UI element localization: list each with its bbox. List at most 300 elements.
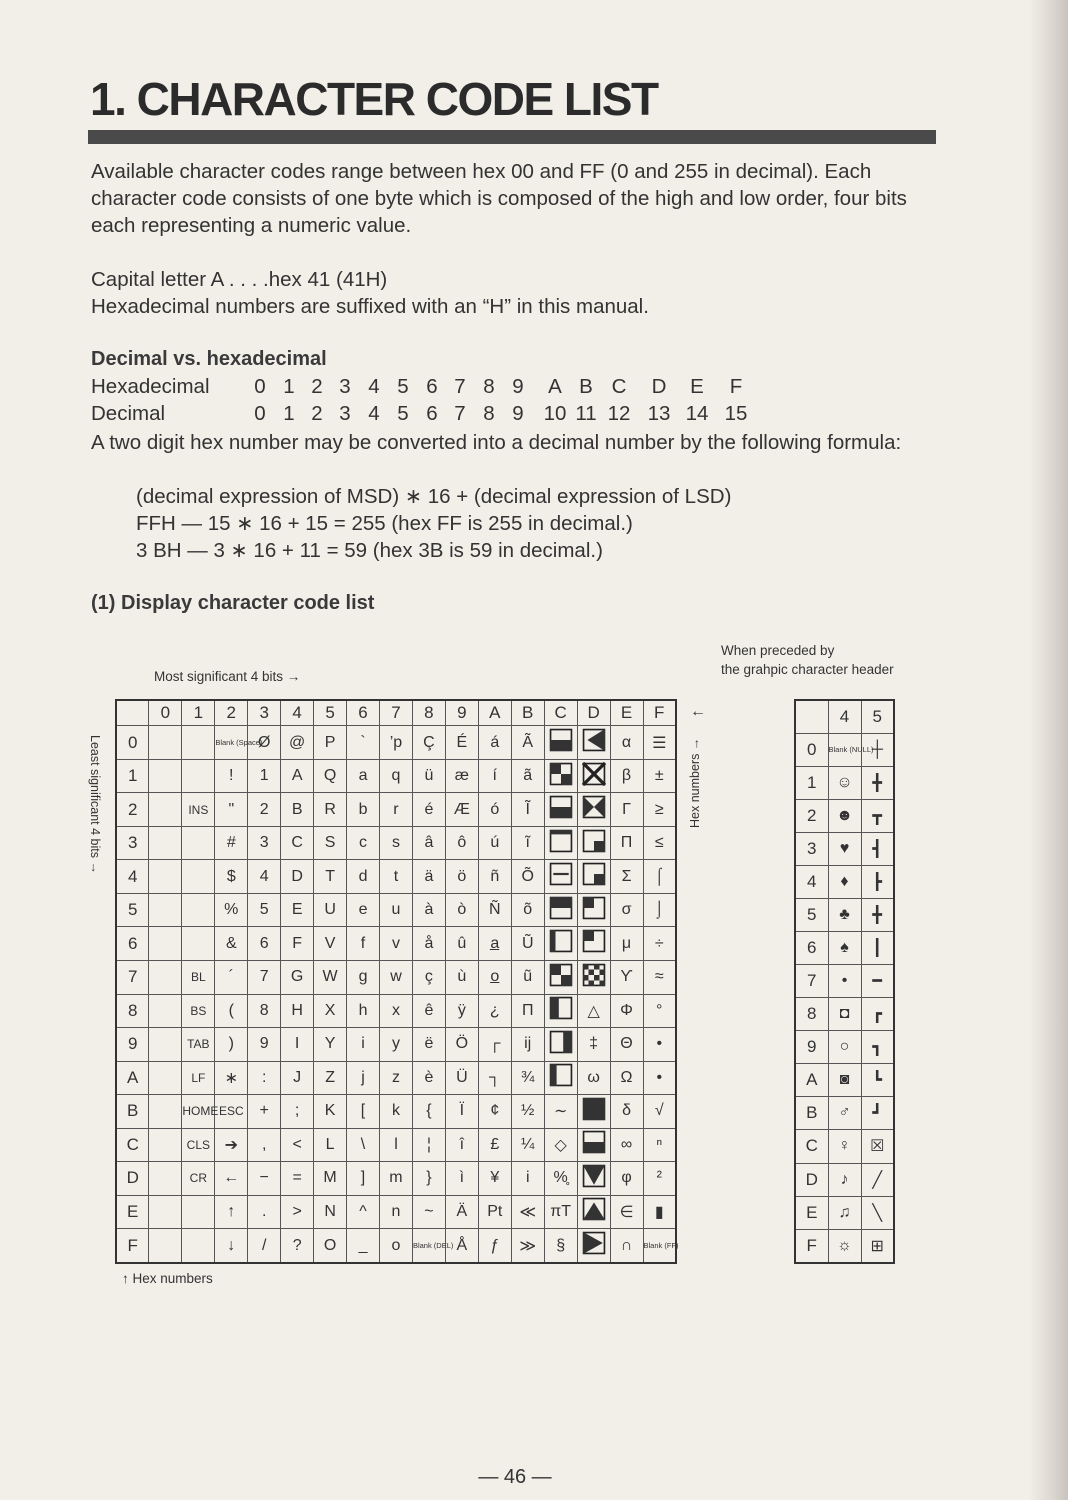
character-cell: ←: [215, 1162, 248, 1196]
character-cell: ┛: [861, 1097, 894, 1130]
column-header-msb: 4: [828, 700, 861, 734]
character-cell: =: [281, 1162, 314, 1196]
table-row: [795, 1031, 894, 1064]
character-cell: h: [347, 994, 380, 1028]
row-header-lsb: E: [116, 1195, 149, 1229]
character-cell: πΤ: [544, 1195, 577, 1229]
character-cell: [412, 1229, 454, 1263]
decimal-value: 0: [254, 402, 266, 425]
character-cell: [182, 1162, 215, 1196]
character-cell: 6: [248, 927, 281, 961]
hex-numbers-bottom-label: ↑ Hex numbers: [122, 1271, 213, 1286]
character-cell: Ü: [445, 1061, 478, 1095]
character-cell: Ç: [412, 726, 445, 760]
table-row: [795, 932, 894, 965]
column-header-msb: 2: [215, 700, 248, 726]
character-cell: Õ: [511, 860, 544, 894]
decimal-value: 1: [283, 402, 295, 425]
table-row: [795, 1196, 894, 1229]
row-header-lsb: 5: [795, 899, 828, 932]
character-cell: â: [412, 826, 445, 860]
character-cell: B: [281, 793, 314, 827]
character-cell: ∩: [610, 1229, 643, 1263]
intro-paragraph: Available character codes range between hex 00 and FF (0 and 255 in decimal). Each character code consists of one byte which is composed of the high and low order, four bits each representing a numeric value.: [91, 160, 907, 237]
column-header-msb: A: [478, 700, 511, 726]
column-header-msb: 0: [149, 700, 182, 726]
row-header-lsb: 6: [116, 927, 149, 961]
character-cell: /: [248, 1229, 281, 1263]
character-cell: •: [643, 1028, 676, 1062]
character-cell: r: [380, 793, 413, 827]
character-cell: ~: [412, 1195, 445, 1229]
row-header-lsb: F: [795, 1229, 828, 1263]
character-cell: Æ: [445, 793, 478, 827]
character-cell: ╲: [861, 1196, 894, 1229]
character-cell: P: [314, 726, 347, 760]
character-cell: C: [281, 826, 314, 860]
character-cell: a: [347, 759, 380, 793]
character-cell: §: [544, 1229, 577, 1263]
row-header-lsb: 3: [795, 833, 828, 866]
character-cell: ò: [445, 893, 478, 927]
column-header-msb: 9: [445, 700, 478, 726]
table-row: [116, 1128, 676, 1162]
character-cell: [182, 1095, 219, 1129]
row-header-lsb: D: [116, 1162, 149, 1196]
column-header-msb: 4: [281, 700, 314, 726]
character-cell: J: [281, 1061, 314, 1095]
character-cell: ;: [281, 1095, 314, 1129]
character-cell: ☻: [828, 800, 861, 833]
character-cell: n: [380, 1195, 413, 1229]
character-cell: ➔: [215, 1128, 248, 1162]
character-cell: ‡: [577, 1028, 610, 1062]
character-cell: æ: [445, 759, 478, 793]
character-cell: ☼: [828, 1229, 861, 1263]
character-cell: [149, 1162, 182, 1196]
block-graphic-cell: [577, 1229, 610, 1263]
character-cell: ◙: [828, 1064, 861, 1097]
character-cell: 3: [248, 826, 281, 860]
character-cell: °: [643, 994, 676, 1028]
decimal-value: 6: [426, 402, 438, 425]
character-cell: ,: [248, 1128, 281, 1162]
control-code-label: TAB: [187, 1037, 210, 1052]
row-header-lsb: 7: [116, 960, 149, 994]
character-cell: ü: [412, 759, 445, 793]
character-cell: ĩ: [511, 826, 544, 860]
character-cell: E: [281, 893, 314, 927]
table-row: [795, 800, 894, 833]
character-cell: e: [347, 893, 380, 927]
character-cell: 2: [248, 793, 281, 827]
character-cell: ö: [445, 860, 478, 894]
character-cell: ┼: [861, 734, 894, 767]
character-cell: {: [412, 1095, 445, 1129]
character-cell: ƒ: [478, 1229, 511, 1263]
character-cell: Y: [314, 1028, 347, 1062]
row-header-lsb: E: [795, 1196, 828, 1229]
character-cell: ⁿ: [643, 1128, 676, 1162]
character-cell: V: [314, 927, 347, 961]
character-cell: @: [281, 726, 314, 760]
decimal-value: 13: [647, 402, 671, 425]
character-cell: ╱: [861, 1163, 894, 1196]
formula-ff: FFH — 15 ∗ 16 + 15 = 255 (hex FF is 255 in decimal.): [136, 512, 633, 535]
character-cell: ≈: [643, 960, 676, 994]
character-cell: [149, 826, 182, 860]
character-cell: [149, 1128, 182, 1162]
decimal-value: 8: [483, 402, 495, 425]
character-cell: [215, 726, 263, 760]
character-cell: i: [347, 1028, 380, 1062]
row-header-lsb: D: [795, 1163, 828, 1196]
character-cell: s: [380, 826, 413, 860]
character-cell: ¾: [511, 1061, 544, 1095]
character-cell: [643, 1229, 679, 1263]
character-cell: ▮: [643, 1195, 676, 1229]
character-cell: Ĩ: [511, 793, 544, 827]
character-cell: ’p: [380, 726, 413, 760]
character-cell: ²: [643, 1162, 676, 1196]
block-graphic-cell: [577, 927, 610, 961]
hex-digit: 2: [311, 375, 323, 398]
hex-digit: A: [548, 375, 562, 398]
character-cell: ¥: [478, 1162, 511, 1196]
formula-general: (decimal expression of MSD) ∗ 16 + (decimal expression of LSD): [136, 485, 732, 508]
character-cell: x: [380, 994, 413, 1028]
character-cell: g: [347, 960, 380, 994]
capital-a-example: Capital letter A . . . .hex 41 (41H): [91, 268, 388, 291]
convert-paragraph: A two digit hex number may be converted into a decimal number by the following formula:: [91, 431, 902, 454]
character-cell: ♠: [828, 932, 861, 965]
column-header-msb: 7: [380, 700, 413, 726]
character-cell: á: [478, 726, 511, 760]
character-cell: Q: [314, 759, 347, 793]
row-header-lsb: C: [795, 1130, 828, 1163]
table-row: [116, 759, 676, 793]
character-cell: ○: [828, 1031, 861, 1064]
character-cell: ë: [412, 1028, 445, 1062]
character-cell: R: [314, 793, 347, 827]
table-row: [116, 927, 676, 961]
character-cell: #: [215, 826, 248, 860]
graphic-note-line2: the grahpic character header: [721, 662, 894, 677]
column-header-msb: C: [544, 700, 577, 726]
row-header-lsb: 0: [116, 726, 149, 760]
character-cell: ♫: [828, 1196, 861, 1229]
character-cell: :: [248, 1061, 281, 1095]
arrow-left-icon: ←: [690, 703, 706, 720]
corner-cell: [116, 700, 149, 726]
hex-digit: 7: [454, 375, 466, 398]
character-cell: σ: [610, 893, 643, 927]
page-title: 1. CHARACTER CODE LIST: [90, 73, 658, 125]
block-graphic-cell: [577, 826, 610, 860]
character-cell: T: [314, 860, 347, 894]
page-number: — 46 —: [478, 1466, 552, 1488]
character-cell: ↓: [215, 1229, 248, 1263]
character-cell: z: [380, 1061, 413, 1095]
lsb-label: Least significant 4 bits →: [88, 735, 102, 874]
block-graphic-cell: [577, 893, 610, 927]
hex-digit: 3: [339, 375, 351, 398]
character-cell: ♪: [828, 1163, 861, 1196]
character-cell: ☒: [861, 1130, 894, 1163]
character-cell: ⊞: [861, 1229, 894, 1263]
character-cell: ┓: [861, 1031, 894, 1064]
table-row: [795, 998, 894, 1031]
character-cell: ì: [445, 1162, 478, 1196]
character-cell: [149, 893, 182, 927]
character-cell: ": [215, 793, 248, 827]
character-cell: Å: [445, 1229, 478, 1263]
character-cell: v: [380, 927, 413, 961]
character-cell: S: [314, 826, 347, 860]
hex-digit: B: [579, 375, 593, 398]
section-heading: (1) Display character code list: [91, 592, 375, 614]
character-cell: ê: [412, 994, 445, 1028]
character-cell: à: [412, 893, 445, 927]
decimal-value: 9: [512, 402, 524, 425]
character-cell: Pt: [478, 1195, 511, 1229]
hex-digit: 9: [512, 375, 524, 398]
character-cell: [182, 893, 215, 927]
row-header-lsb: 2: [116, 793, 149, 827]
character-cell: Γ: [610, 793, 643, 827]
control-code-label: CLS: [186, 1137, 211, 1152]
character-cell: ó: [478, 793, 511, 827]
character-cell: ⌡: [643, 893, 676, 927]
table-row: [116, 726, 676, 760]
table-row: [116, 1028, 676, 1062]
character-cell: .: [248, 1195, 281, 1229]
character-cell: μ: [610, 927, 643, 961]
control-code-label: CR: [189, 1171, 208, 1186]
character-cell: L: [314, 1128, 347, 1162]
block-graphic-cell: [544, 994, 577, 1028]
character-cell: >: [281, 1195, 314, 1229]
decimal-value: 7: [454, 402, 466, 425]
character-cell: c: [347, 826, 380, 860]
character-cell: ): [215, 1028, 248, 1062]
row-header-lsb: 3: [116, 826, 149, 860]
table-row: [116, 994, 676, 1028]
character-cell: [149, 793, 182, 827]
character-cell: ]: [347, 1162, 380, 1196]
character-cell: [149, 1061, 182, 1095]
blank-label: Blank (NULL): [828, 745, 874, 755]
control-code-label: BS: [190, 1003, 207, 1018]
column-header-msb: F: [643, 700, 676, 726]
character-cell: 4: [248, 860, 281, 894]
character-cell: í: [478, 759, 511, 793]
table-row: [116, 1095, 676, 1129]
character-cell: o̲: [478, 960, 511, 994]
table-row: [795, 1130, 894, 1163]
character-cell: [149, 994, 182, 1028]
character-cell: 5: [248, 893, 281, 927]
character-cell: ┏: [861, 998, 894, 1031]
block-graphic-cell: [577, 1162, 610, 1196]
character-cell: H: [281, 994, 314, 1028]
character-cell: l: [380, 1128, 413, 1162]
character-cell: K: [314, 1095, 347, 1129]
character-cell: ũ: [511, 960, 544, 994]
character-cell: ∗: [215, 1061, 248, 1095]
character-cell: △: [577, 994, 610, 1028]
display-character-code-table: [115, 699, 677, 1264]
decimal-value: 14: [685, 402, 709, 425]
msb-label: Most significant 4 bits →: [154, 669, 301, 684]
block-graphic-cell: [544, 759, 577, 793]
table-row: [795, 734, 894, 767]
row-header-lsb: B: [116, 1095, 149, 1129]
control-code-label: INS: [188, 802, 209, 817]
control-code-label: HOME: [182, 1104, 219, 1119]
character-cell: Φ: [610, 994, 643, 1028]
character-cell: 8: [248, 994, 281, 1028]
character-cell: f: [347, 927, 380, 961]
character-cell: [149, 927, 182, 961]
character-cell: O: [314, 1229, 347, 1263]
character-cell: [182, 994, 215, 1028]
character-cell: D: [281, 860, 314, 894]
block-graphic-cell: [577, 960, 610, 994]
column-header-msb: 3: [248, 700, 281, 726]
control-code-label: BL: [191, 970, 206, 985]
character-cell: [149, 726, 182, 760]
character-cell: G: [281, 960, 314, 994]
column-header-msb: 5: [861, 700, 894, 734]
control-code-label: LF: [191, 1070, 206, 1085]
character-cell: ≪: [511, 1195, 544, 1229]
row-header-lsb: F: [116, 1229, 149, 1263]
block-graphic-cell: [544, 793, 577, 827]
character-cell: å: [412, 927, 445, 961]
table-row: [795, 866, 894, 899]
blank-label: Blank (DEL): [412, 1240, 454, 1250]
column-header-msb: E: [610, 700, 643, 726]
character-cell: ¢: [478, 1095, 511, 1129]
character-cell: õ: [511, 893, 544, 927]
character-cell: `: [347, 726, 380, 760]
character-cell: ´: [215, 960, 248, 994]
character-cell: [149, 1229, 182, 1263]
character-cell: [828, 734, 874, 767]
table-row: [116, 960, 676, 994]
character-cell: é: [412, 793, 445, 827]
character-cell: ♦: [828, 866, 861, 899]
decimal-value: 12: [607, 402, 631, 425]
character-cell: ┌: [478, 1028, 511, 1062]
table-row: [116, 860, 676, 894]
character-cell: ╋: [861, 899, 894, 932]
block-graphic-cell: [577, 759, 610, 793]
block-graphic-cell: [577, 860, 610, 894]
block-graphic-cell: [577, 1195, 610, 1229]
character-cell: ◘: [828, 998, 861, 1031]
decimal-value: 2: [311, 402, 323, 425]
character-cell: [: [347, 1095, 380, 1129]
character-cell: δ: [610, 1095, 643, 1129]
character-cell: 9: [248, 1028, 281, 1062]
row-header-lsb: 1: [795, 767, 828, 800]
character-cell: ∼: [544, 1095, 577, 1129]
character-cell: o: [380, 1229, 413, 1263]
table-row: [795, 1097, 894, 1130]
hex-digit: F: [729, 375, 743, 398]
character-cell: è: [412, 1061, 445, 1095]
character-cell: [182, 1229, 215, 1263]
character-cell: ≤: [643, 826, 676, 860]
character-cell: [182, 1128, 215, 1162]
character-cell: [149, 1028, 182, 1062]
character-cell: ↑: [215, 1195, 248, 1229]
hex-digit: 1: [283, 375, 295, 398]
row-header-lsb: 7: [795, 965, 828, 998]
character-cell: ¦: [412, 1128, 445, 1162]
character-cell: ━: [861, 965, 894, 998]
character-cell: ☺: [828, 767, 861, 800]
character-cell: Ä: [445, 1195, 478, 1229]
character-cell: ½: [511, 1095, 544, 1129]
decimal-value: 4: [368, 402, 380, 425]
character-cell: •: [828, 965, 861, 998]
character-cell: ã: [511, 759, 544, 793]
character-cell: [182, 793, 215, 827]
character-cell: ☰: [643, 726, 676, 760]
character-cell: √: [643, 1095, 676, 1129]
character-cell: Σ: [610, 860, 643, 894]
blank-label: Blank (Space): [215, 737, 263, 747]
character-cell: Ũ: [511, 927, 544, 961]
character-cell: y: [380, 1028, 413, 1062]
dec-hex-heading: Decimal vs. hexadecimal: [91, 348, 327, 370]
character-cell: 7: [248, 960, 281, 994]
formula-3b: 3 BH — 3 ∗ 16 + 11 = 59 (hex 3B is 59 in decimal.): [136, 539, 603, 562]
dec-label: Decimal: [91, 402, 166, 425]
table-row: [116, 1162, 676, 1196]
character-cell: ◇: [544, 1128, 577, 1162]
character-cell: ĳ: [511, 1028, 544, 1062]
character-cell: %: [215, 893, 248, 927]
character-cell: Ã: [511, 726, 544, 760]
row-header-lsb: 4: [795, 866, 828, 899]
character-cell: a̲: [478, 927, 511, 961]
character-cell: ç: [412, 960, 445, 994]
row-header-lsb: A: [116, 1061, 149, 1095]
character-cell: [182, 927, 215, 961]
title-rule: [88, 130, 936, 144]
block-graphic-cell: [577, 726, 610, 760]
character-cell: m: [380, 1162, 413, 1196]
character-cell: [182, 759, 215, 793]
character-cell: ≥: [643, 793, 676, 827]
character-cell: ω: [577, 1061, 610, 1095]
character-cell: ô: [445, 826, 478, 860]
character-cell: ♣: [828, 899, 861, 932]
character-cell: u: [380, 893, 413, 927]
character-cell: φ: [610, 1162, 643, 1196]
character-cell: Ï: [445, 1095, 478, 1129]
graphic-note-line1: When preceded by: [721, 643, 835, 658]
hex-digit: 0: [254, 375, 266, 398]
decimal-value: 11: [575, 402, 597, 425]
hex-digit: 5: [397, 375, 409, 398]
character-cell: Z: [314, 1061, 347, 1095]
character-cell: [149, 759, 182, 793]
